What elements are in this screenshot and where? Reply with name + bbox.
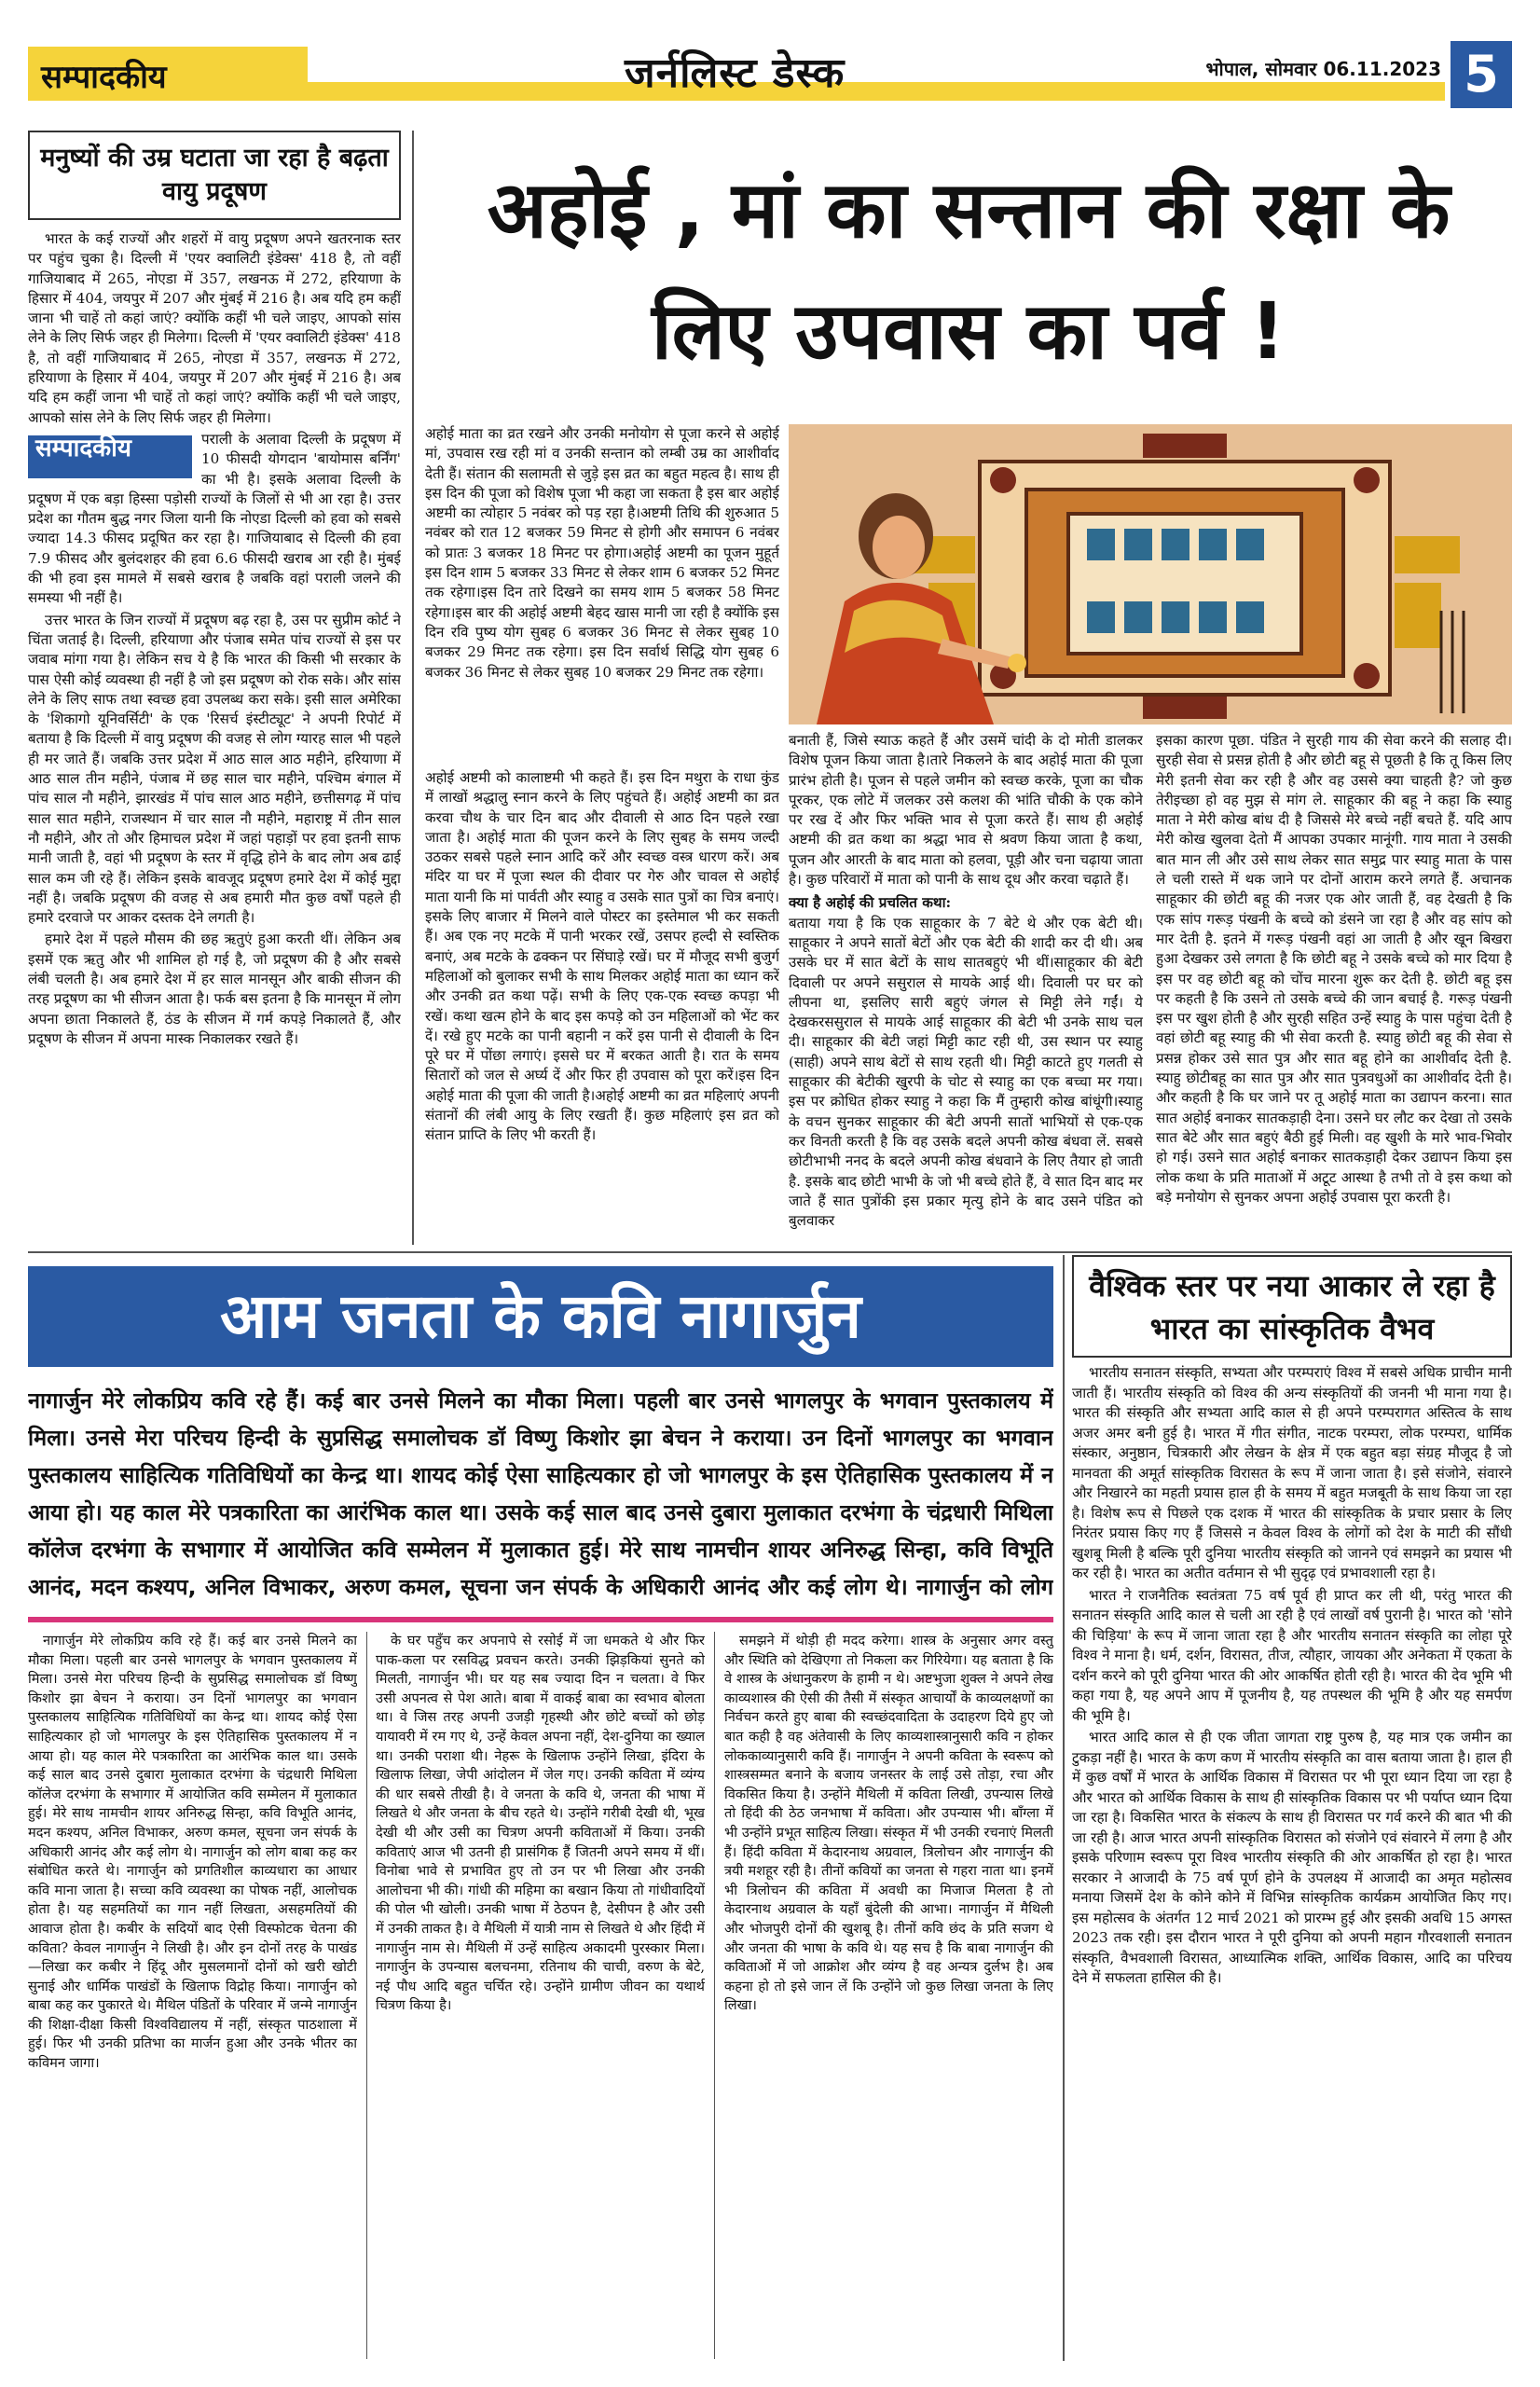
naga-rule	[28, 1617, 1053, 1622]
page-number: 5	[1451, 41, 1512, 108]
column-rule	[366, 1632, 367, 2359]
left-story-body	[28, 229, 401, 1236]
left-story-paragraph: भारत के कई राज्यों और शहरों में वायु प्रदूषण अपने खतरनाक स्तर पर पहुंच चुका है। दिल्ली में 'एयर क्वालिटी इंडेक्स' 418 है, तो वहीं गाजियाबाद में 265, नोएडा में 357, लखनऊ में 272, हरियाणा के हिसार में 404, जयपुर में 207 और मुंबई में 216 है। अब यदि हम कहीं जाना भी चाहें तो कहां जाएं? क्योंकि कहीं भी चले जाइए, आपको सांस लेने के लिए सिर्फ जहर ही मिलेगा। दिल्ली में 'एयर क्वालिटी इंडेक्स' 418 है, तो वहीं गाजियाबाद में 265, नोएडा में 357, लखनऊ में 272, हरियाणा के हिसार में 404, जयपुर में 207 और मुंबई में 216 है। अब यदि हम कहीं जाना भी चाहें तो कहां जाएं? क्योंकि कहीं भी चले जाइए, आपको सांस लेने के लिए सिर्फ जहर ही मिलेगा।	[28, 230, 401, 426]
naga-intro: नागार्जुन मेरे लोकप्रिय कवि रहे हैं। कई बार उनसे मिलने का मौका मिला। पहली बार उनसे भागलपुर के भगवान पुस्तकालय में मिला। उनसे मेरा परिचय हिन्दी के सुप्रसिद्ध समालोचक डॉ विष्णु किशोर झा बेचन ने कराया। उन दिनों भागलपुर का भगवान पुस्तकालय साहित्यिक गतिविधियों का केन्द्र था। शायद कोई ऐसा साहित्यकार हो जो भागलपुर के इस ऐतिहासिक पुस्तकालय में न आया हो। यह काल मेरे पत्रकारिता का आरंभिक काल था। उसके कई साल बाद उनसे दुबारा मुलाकात दरभंगा के चंद्रधारी मिथिला कॉलेज दरभंगा के सभागार में आयोजित कवि सम्मेलन में मुलाकात हुई। मेरे साथ नामचीन शायर अनिरुद्ध सिन्हा, कवि विभूति आनंद, मदन कश्यप, अनिल विभाकर, अरुण कमल, सूचना जन संपर्क के अधिकारी आनंद और कई लोग थे। नागार्जुन को लोग	[28, 1387, 1053, 1600]
naga-column	[724, 1632, 1053, 2359]
naga-paragraph: नागार्जुन मेरे लोकप्रिय कवि रहे हैं। कई बार उनसे मिलने का मौका मिला। पहली बार उनसे भागलपुर के भगवान पुस्तकालय में मिला। उनसे मेरा परिचय हिन्दी के सुप्रसिद्ध समालोचक डॉ विष्णु किशोर झा बेचन ने कराया। उन दिनों भागलपुर का भगवान पुस्तकालय साहित्यिक गतिविधियों का केन्द्र था। शायद कोई ऐसा साहित्यकार हो जो भागलपुर के इस ऐतिहासिक पुस्तकालय में न आया हो। यह काल मेरे पत्रकारिता का आरंभिक काल था। उसके कई साल बाद उनसे दुबारा मुलाकात दरभंगा के चंद्रधारी मिथिला कॉलेज दरभंगा के सभागार में आयोजित कवि सम्मेलन में मुलाकात हुई। मेरे साथ नामचीन शायर अनिरुद्ध सिन्हा, कवि विभूति आनंद, मदन कश्यप, अनिल विभाकर, अरुण कमल, सूचना जन संपर्क के अधिकारी आनंद और कई लोग थे। नागार्जुन को लोग बाबा कह कर संबोधित करते थे। नागार्जुन को प्रगतिशील काव्यधारा का आधार कवि माना जाता है। सच्चा कवि व्यवस्था का पोषक नहीं, आलोचक होता है। यह सहमतियों का गान नहीं लिखता, असहमतियों की आवाज होता है। कबीर के सदियों बाद ऐसी विस्फोटक चेतना की कविता? केवल नागार्जुन ने लिखी है। और इन दोनों तरह के पाखंड—लिखा कर कबीर ने हिंदू और मुसलमानों दोनों को खरी खोटी सुनाई और धार्मिक पाखंडों के खिलाफ विद्रोह किया। नागार्जुन को बाबा कह कर पुकारते थे। मैथिल पंडितों के परिवार में जन्मे नागार्जुन की शिक्षा-दीक्षा किसी विश्वविद्यालय में नहीं, संस्कृत पाठशाला में हुई। फिर भी उनकी प्रतिभा का मार्जन हुआ और उनके भीतर का कविमन जागा।	[28, 1633, 357, 2072]
left-story-paragraph: पराली के अलावा दिल्ली के प्रदूषण में 10 फीसदी योगदान 'बायोमास बर्निंग' का भी है। इसके अलावा दिल्ली के प्रदूषण में एक बड़ा हिस्सा पड़ोसी राज्यों के जिलों से भी आ रहा है। उत्तर प्रदेश का गौतम बुद्ध नगर जिला यानी कि नोएडा दिल्ली को हवा को सबसे ज्यादा 14.3 फीसद प्रदूषित कर रहा है। गाजियाबाद से दिल्ली की हवा 7.9 फीसद और बुलंदशहर की हवा 6.6 फीसदी खराब आ रही है। मुंबई की भी हवा इस मामले में सबसे खराब है जबकि वहां पराली जलने की समस्या भी नहीं है।	[28, 430, 401, 607]
naga-paragraph: समझने में थोड़ी ही मदद करेगा। शास्त्र के अनुसार अगर वस्तु और स्थिति को देखिएगा तो निकला कर गिरियेगा। यह बताता है कि वे शास्त्र के अंधानुकरण के हामी न थे। अष्टभुजा शुक्ल ने अपने लेख काव्यशास्त्र की ऐसी की तैसी में संस्कृत आचार्यों के काव्यलक्षणों का निर्वचन करते हुए बाबा की स्वच्छंदवादिता के उदाहरण दिये हुए जो बात कही है वह अंतेवासी के लिए काव्यशास्त्रानुसारी कवि न होकर लोककाव्यानुसारी कवि हैं। नागार्जुन ने अपनी कविता के स्वरूप को शास्त्रसम्मत बनाने के बजाय जनस्तर के लाई उसे तोड़ा, रचा और विकसित किया है। उन्होंने मैथिली में कविता लिखी, उपन्यास लिखे तो हिंदी की ठेठ जनभाषा में कविता। और उपन्यास भी। बाँग्ला में भी उन्होंने प्रभूत साहित्य लिखा। संस्कृत में भी उनकी रचनाएं मिलती हैं। हिंदी कविता में केदारनाथ अग्रवाल, त्रिलोचन और नागार्जुन की त्रयी मशहूर रही है। तीनों कवियों का जनता से गहरा नाता था। इनमें भी त्रिलोचन की कविता में अवधी का मिजाज मिलता है तो केदारनाथ अग्रवाल के यहाँ बुंदेली की आभा। नागार्जुन में मैथिली और भोजपुरी दोनों की खुशबू है। तीनों कवि छंद के प्रति सजग थे और जनता की भाषा के कवि थे। यह सच है कि बाबा नागार्जुन की कविताओं में जो आक्रोश और व्यंग्य है वह अन्यत्र दुर्लभ है। अब कहना हो तो इसे जान लें कि उन्होंने जो कुछ लिखा जनता के लिए लिखा।	[724, 1633, 1053, 2014]
masthead-rule	[308, 82, 1445, 101]
naga-column	[28, 1632, 357, 2359]
column-rule	[714, 1632, 715, 2359]
right-story-paragraph: भारत ने राजनैतिक स्वतंत्रता 75 वर्ष पूर्व ही प्राप्त कर ली थी, परंतु भारत की सनातन संस्कृति आदि काल से चली आ रही है एवं लाखों वर्ष पुरानी है। भारत को 'सोने की चिड़िया' के रूप में जाना जाता रहा है और भारतीय सनातन संस्कृति का लोहा पूरे विश्व ने माना है। धर्म, दर्शन, विरासत, तीज, त्यौहार, जायका और अनेकता में एकता के दर्शन करने को पूरी दुनिया भारत की ओर आकर्षित होती रही है। भारत की देव भूमि भी कहा गया है, यह अपने आप में पूजनीय है, यह तपस्थल की भूमि है और यह समर्पण की भूमि है।	[1072, 1586, 1512, 1724]
editorial-tag: सम्पादकीय	[28, 435, 192, 478]
lead-story-paragraph: बनाती हैं, जिसे स्याऊ कहते हैं और उसमें चांदी के दो मोती डालकर विशेष पूजन किया जाता है।तारे निकलने के बाद अहोई माता की पूजा प्रारंभ होती है। पूजन से पहले जमीन को स्वच्छ करके, पूजा का चौक पूरकर, एक लोटे में जलकर उसे कलश की भांति चौकी के एक कोने पर रख दें और फिर भक्ति भाव से पूजा करते हैं। साथ ही अहोई अष्टमी की व्रत कथा का श्रद्धा भाव से श्रवण किया जाता है कथा, पूजन और आरती के बाद माता को हलवा, पूड़ी और चना चढ़ाया जाता है। कुछ परिवारों में माता को पानी के साथ दूध और करवा चढ़ाते हैं।	[789, 732, 1143, 889]
lead-story-text: अहोई माता का व्रत रखने और उनकी मनोयोग से पूजा करने से अहोई मां, उपवास रख रही मां व उनकी सन्तान को लम्बी उम्र का आशीर्वाद देती हैं। संतान की सलामती से जुड़े इस व्रत का बहुत महत्व है। साथ ही इस दिन की पूजा को विशेष पूजा भी कहा जा सकता है इस बार अहोई अष्टमी का त्योहार 5 नवंबर को पड़ रहा है।अष्टमी तिथि की शुरुआत 5 नवंबर को रात 12 बजकर 59 मिनट से होगी और समापन 6 नवंबर को प्रातः 3 बजकर 18 मिनट पर होगा।अहोई अष्टमी का पूजन मुहूर्त इस दिन शाम 5 बजकर 33 मिनट से लेकर शाम 6 बजकर 52 मिनट तक रहेगा।इस दिन तारे दिखने का समय शाम 5 बजकर 58 मिनट रहेगा।इस बार की अहोई अष्टमी बेहद खास मानी जा रही है क्योंकि इस दिन रवि पुष्य योग सुबह 6 बजकर 36 मिनट से लेकर सुबह 10 बजकर 29 मिनट तक रहेगा। इस दिन सर्वार्थ सिद्धि योग सुबह 6 बजकर 36 मिनट से लेकर सुबह 10 बजकर 29 मिनट तक रहेगा।	[425, 425, 779, 681]
right-story-body	[1072, 1363, 1512, 2361]
lead-story-paragraph: बताया गया है कि एक साहूकार के 7 बेटे थे और एक बेटी थी। साहूकार ने अपने सातों बेटों और एक बेटी की शादी कर दी थी। अब उसके घर में सात बेटों के साथ सातबहुएं भी थीं।साहूकार की बेटी दिवाली पर अपने ससुराल से मायके आई थी। दिवाली पर घर को लीपना था, इसलिए सारी बहुएं जंगल से मिट्टी लेने गईं। ये देखकरससुराल से मायके आई साहूकार की बेटी भी उनके साथ चल दी। साहूकार की बेटी जहां मिट्टी काट रही थी, उस स्थान पर स्याहु (साही) अपने साथ बेटों से साथ रहती थी। मिट्टी काटते हुए गलती से साहूकार की बेटीकी खुरपी के चोट से स्याहु का एक बच्चा मर गया। इस पर क्रोधित होकर स्याहु ने कहा कि मैं तुम्हारी कोख बांधूंगी।स्याहु के वचन सुनकर साहूकार की बेटी अपनी सातों भाभियों से एक-एक कर विनती करती है कि वह उसके बदले अपनी कोख बंधवा लें. सबसे छोटीभाभी ननद के बदले अपनी कोख बंधवाने के लिए तैयार हो जाती है. इसके बाद छोटी भाभी के जो भी बच्चे होते हैं, वे सात दिन बाद मर जाते हैं सात पुत्रोंकी इस प्रकार मृत्यु होने के बाद उसने पंडित को बुलवाकर	[789, 914, 1143, 1230]
masthead	[28, 41, 1512, 114]
lead-story-text	[789, 731, 1143, 1249]
lead-story-text: इसका कारण पूछा. पंडित ने सुरही गाय की सेवा करने की सलाह दी।सुरही सेवा से प्रसन्न होती है और छोटी बहू से पूछती है कि तू किस लिए मेरी इतनी सेवा कर रही है और वह उससे क्या चाहती है? जो कुछ तेरीइच्छा हो वह मुझ से मांग ले. साहूकार की बहू ने कहा कि स्याहु माता ने मेरी कोख बांध दी है जिससे मेरे बच्चे नहीं बचते हैं. यदि आप मेरी कोख खुलवा देतो मैं आपका उपकार मानूंगी. गाय माता ने उसकी बात मान ली और उसे साथ लेकर सात समुद्र पार स्याहु माता के पास ले चली रास्ते में थक जाने पर दोनों आराम करने लगते हैं. अचानक साहूकार की छोटी बहू की नजर एक ओर जाती हैं, वह देखती है कि एक सांप गरूड़ पंखनी के बच्चे को डंसने जा रहा है और वह सांप को मार देती है. इतने में गरूड़ पंखनी वहां आ जाती है और खून बिखरा हुआ देखकर उसे लगता है कि छोटी बहू ने उसके बच्चे को मार दिया है इस पर वह छोटी बहू को चोंच मारना शुरू कर देती है. छोटी बहू इस पर कहती है कि उसने तो उसके बच्चे की जान बचाई है. गरूड़ पंखनी इस पर खुश होती है और सुरही सहित उन्हें स्याहु के पास पहुंचा देती है वहां छोटी बहू स्याहु की भी सेवा करती है. स्याहु छोटी बहू की सेवा से प्रसन्न होकर उसे सात पुत्र और सात बहू होने का आशीर्वाद देती है. स्याहु छोटीबहू का सात पुत्र और सात पुत्रवधुओं का आशीर्वाद देती है। और कहती है कि घर जाने पर तू अहोई माता का उद्यापन करना। सात सात अहोई बनाकर सातकड़ाही देना। उसने घर लौट कर देखा तो उसके सात बेटे और सात बहुएं बैठी हुई मिली। वह खुशी के मारे भाव-भिवोर हो गई। उसने सात अहोई बनाकर सातकड़ाही देकर उद्यापन किया इस लोक कथा के प्रति माताओं में अटूट आस्था है तभी तो वे इस कथा को बड़े मनोयोग से सुनकर अपना अहोई उपवास पूरा करती है।	[1156, 732, 1512, 1206]
left-story-paragraph: हमारे देश में पहले मौसम की छह ऋतुएं हुआ करती थीं। लेकिन अब इसमें एक ऋतु और भी शामिल हो गई है, जो प्रदूषण की है और सबसे लंबी चलती है। अब हमारे देश में हर साल मानसून और बाकी सीजन की तरह प्रदूषण का भी सीजन आता है। फर्क बस इतना है कि मानसून में लोग अपना छाता निकालते हैं, ठंड के सीजन में गर्म कपड़े निकालते हैं, और प्रदूषण के सीजन में अपना मास्क निकालकर रखते हैं।	[28, 931, 401, 1047]
ahoi-illustration	[789, 424, 1512, 724]
right-story-headline: वैश्विक स्तर पर नया आकार ले रहा है भारत का सांस्कृतिक वैभव	[1072, 1255, 1512, 1358]
lead-story-text: अहोई अष्टमी को कालाष्टमी भी कहते हैं। इस दिन मथुरा के राधा कुंड में लाखों श्रद्धालु स्नान करने के लिए पहुंचते हैं। अहोई अष्टमी का व्रत करवा चौथ के चार दिन बाद और दीवाली से आठ दिन पहले रखा जाता है। अहोई माता की पूजन करने के लिए सुबह के समय जल्दी उठकर सबसे पहले स्नान आदि करें और स्वच्छ वस्त्र धारण करें। अब मंदिर या घर में पूजा स्थल की दीवार पर गेरु और चावल से अहोई माता यानी कि मां पार्वती और स्याहु व उसके सात पुत्रों का चित्र बनाएं।इसके लिए बाजार में मिलने वाले पोस्टर का इस्तेमाल भी कर सकती हैं। अब एक नए मटके में पानी भरकर रखें, उसपर हल्दी से स्वस्तिक बनाएं, अब मटके के ढक्कन पर सिंघाड़े रखें। घर में मौजूद सभी बुजुर्ग महिलाओं को बुलाकर सभी के साथ मिलकर अहोई माता का ध्यान करें और उनकी व्रत कथा पढ़ें। सभी के लिए एक-एक स्वच्छ कपड़ा भी रखें। कथा खत्म होने के बाद इस कपड़े को उन महिलाओं को भेंट कर दें। रखे हुए मटके का पानी बहानी न करें इस पानी से दीवाली के दिन पूरे घर में पोंछा लगाएं। इससे घर में बरकत आती है। रात के समय सितारों को जल से अर्घ्य दें और फिर ही उपवास को पूरा करें।इस दिन अहोई माता की पूजा की जाती है।अहोई अष्टमी का व्रत महिलाएं अपनी संतानों की लंबी आयु के लिए रखती हैं। कुछ महिलाएं इस व्रत को संतान प्राप्ति के लिए भी करती हैं।	[425, 769, 779, 1144]
desk-title: जर्नलिस्ट डेस्क	[625, 49, 846, 97]
ahoi-painting-graphic	[789, 424, 1512, 724]
lead-story-subhead: क्या है अहोई की प्रचलित कथा:	[789, 894, 952, 912]
left-story	[28, 131, 401, 1245]
dateline: भोपाल, सोमवार 06.11.2023	[1205, 58, 1441, 80]
left-story-paragraph: उत्तर भारत के जिन राज्यों में प्रदूषण बढ़ रहा है, उस पर सुप्रीम कोर्ट ने चिंता जताई है। दिल्ली, हरियाणा और पंजाब समेत पांच राज्यों से इस पर जवाब मांगा गया है। लेकिन सच ये है कि भारत की किसी भी सरकार के पास ऐसी कोई व्यवस्था ही नहीं है जो इस प्रदूषण को रोक सके। और सांस लेने के लिए साफ तथा स्वच्छ हवा उपलब्ध करा सके। इसी साल अमेरिका के 'शिकागो यूनिवर्सिटी' के एक 'रिसर्च इंस्टीट्यूट' ने अपनी रिपोर्ट में बताया है कि दिल्ली में वायु प्रदूषण की वजह से लोग ग्यारह साल भी पहले ही मर जाते हैं। जबकि उत्तर प्रदेश में आठ साल आठ महीने, हरियाणा में आठ साल तीन महीने, पंजाब में छह साल चार महीने, पश्चिम बंगाल में पांच साल नौ महीने, झारखंड में पांच साल आठ महीने, छत्तीसगढ़ में पांच साल सात महीने, राजस्थान में चार साल नौ महीने, महाराष्ट्र में तीन साल नौ महीने, और तो और हिमाचल प्रदेश में जहां पहाड़ों पर हवा इतनी साफ मानी जाती है, वहां भी प्रदूषण के स्तर में वृद्धि होने के बाद लोग अब ढाई साल कम जी रहे हैं। लेकिन इसके बावजूद प्रदूषण हमारे देश में कोई मुद्दा नहीं है। जबकि प्रदूषण की वजह से अब हमारी मौत कुछ वर्षों पहले ही हमारे दरवाजे पर आकर दस्तक देने लगती है।	[28, 611, 401, 927]
section-divider	[28, 1251, 1512, 1253]
naga-column	[376, 1632, 705, 2359]
section-name: सम्पादकीय	[28, 47, 308, 101]
column-rule	[412, 131, 414, 1245]
lead-headline: अहोई , मां का सन्तान की रक्षा के लिए उपवास का पर्व !	[487, 164, 1451, 377]
right-story-paragraph: भारतीय सनातन संस्कृति, सभ्यता और परम्पराएं विश्व में सबसे अधिक प्राचीन मानी जाती हैं। भारतीय संस्कृति को विश्व की अन्य संस्कृतियों की जननी भी माना गया है। भारत की संस्कृति और सभ्यता आदि काल से ही अपने परम्परागत अस्तित्व के साथ अजर अमर बनी हुई है। भारत में गीत संगीत, नाटक परम्परा, लोक परम्परा, धार्मिक संस्कार, अनुष्ठान, चित्रकारी और लेखन के क्षेत्र में एक बहुत बड़ा संग्रह मौजूद है जो मानवता की अमूर्त सांस्कृतिक विरासत के रूप में जाना जाता है। इसे संजोने, संवारने और निखारने का महती प्रयास हाल ही के समय में बहुत मजबूती के साथ किया जा रहा है। विशेष रूप से पिछले एक दशक में भारत की सांस्कृतिक के प्रचार प्रसार के लिए निरंतर प्रयास किए गए हैं जिससे न केवल विश्व के लोगों को देश के माटी की सौंधी खुशबू मिली है बल्कि पूरी दुनिया भारतीय संस्कृति को जानने एवं समझने का प्रयास भी कर रही है। भारत का अतीत वर्तमान से भी सुदृढ़ एवं प्रभावशाली रहा है।	[1072, 1364, 1512, 1581]
column-rule	[1063, 1255, 1065, 2361]
right-story-paragraph: भारत आदि काल से ही एक जीता जागता राष्ट्र पुरुष है, यह मात्र एक जमीन का टुकड़ा नहीं है। भारत के कण कण में भारतीय संस्कृति का वास बताया जाता है। हाल ही में कुछ वर्षों में भारत के आर्थिक विकास में विरासत पर भी पूरा ध्यान दिया जा रहा है और भारत को आर्थिक विकास के साथ ही सांस्कृतिक विकास पर भी पर्याप्त ध्यान दिया जा रहा है। विकसित भारत के संकल्प के साथ ही विरासत पर गर्व करने की बात भी की जा रही है। आज भारत अपनी सांस्कृतिक विरासत को संजोने एवं संवारने में लगा है और इसके परिणाम स्वरूप पूरा विश्व भारतीय संस्कृति की ओर आकर्षित हो रहा है। भारत सरकार ने आजादी के 75 वर्ष पूर्ण होने के उपलक्ष्य में आजादी का अमृत महोत्सव मनाया जिसमें देश के कोने कोने में विभिन्न सांस्कृतिक कार्यक्रम आयोजित किए गए। इस महोत्सव के अंतर्गत 12 मार्च 2021 को प्रारम्भ हुई और इसकी अवधि 15 अगस्त 2023 तक रही। इस दौरान भारत ने पूरी दुनिया को अपनी महान गौरवशाली सनातन संस्कृति, वैभवशाली विरासत, आध्यात्मिक शक्ति, आर्थिक विकास, आदि का परिचय देने में सफलता हासिल की है।	[1072, 1729, 1512, 1986]
naga-headline: आम जनता के कवि नागार्जुन	[28, 1266, 1053, 1367]
naga-paragraph: के घर पहुँच कर अपनापे से रसोई में जा धमकते थे और फिर पाक-कला पर रसविद्ध प्रवचन करते। उनकी झिड़कियां सुनते को मिलती, नागार्जुन भी। घर यह सब ज्यादा दिन न चलता। वे फिर उसी अपनत्व से पेश आते। बाबा में वाकई बाबा का स्वभाव बोलता था। वे जिस तरह अपनी उजड़ी गृहस्थी और छोटे बच्चों को छोड़ यायावरी में रम गए थे, उन्हें केवल अपना नहीं, देश-दुनिया का ख्याल था। उनकी पराशा थी। नेहरू के खिलाफ उन्होंने लिखा, इंदिरा के खिलाफ लिखा, जेपी आंदोलन में जेल गए। उनकी कविता में व्यंग्य की धार सबसे तीखी है। वे जनता के कवि थे, जनता की भाषा में लिखते थे और जनता के बीच रहते थे। उन्होंने गरीबी देखी थी, भूख देखी थी और उसी का चित्रण अपनी कविताओं में किया। उनकी कविताएं आज भी उतनी ही प्रासंगिक हैं जितनी अपने समय में थीं। विनोबा भावे से प्रभावित हुए तो उन पर भी लिखा और उनकी आलोचना भी की। गांधी की महिमा का बखान किया तो गांधीवादियों की पोल भी खोली। उनकी भाषा में ठेठपन है, देसीपन है और उसी में उनकी ताकत है। वे मैथिली में यात्री नाम से लिखते थे और हिंदी में नागार्जुन नाम से। मैथिली में उन्हें साहित्य अकादमी पुरस्कार मिला। नागार्जुन के उपन्यास बलचनमा, रतिनाथ की चाची, वरुण के बेटे, नई पौध आदि बहुत चर्चित रहे। उन्होंने ग्रामीण जीवन का यथार्थ चित्रण किया है।	[376, 1633, 705, 2014]
left-story-headline: मनुष्यों की उम्र घटाता जा रहा है बढ़ता वायु प्रदूषण	[28, 131, 401, 220]
